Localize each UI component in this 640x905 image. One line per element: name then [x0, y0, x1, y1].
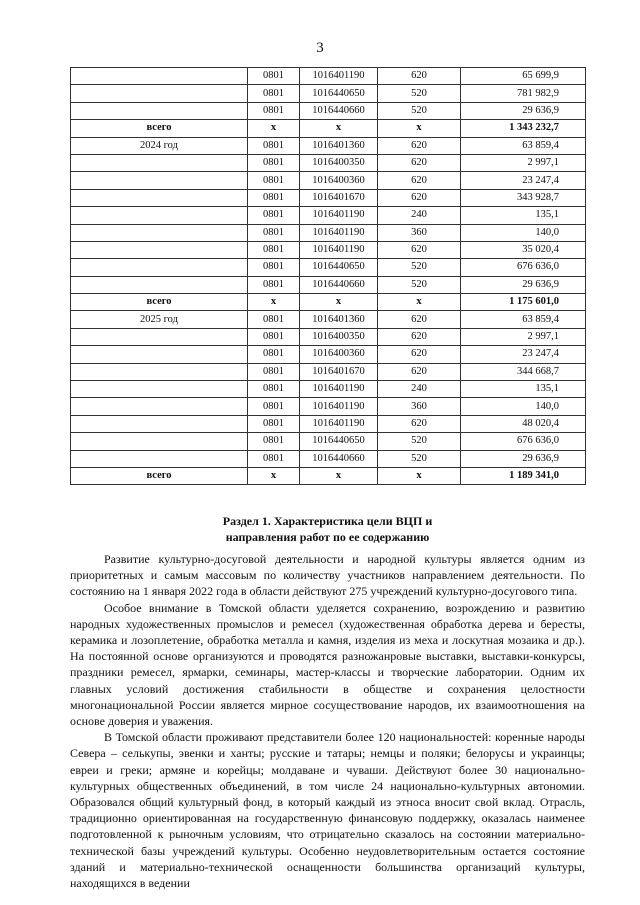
row-label-cell [71, 398, 248, 415]
amount-cell: 135,1 [461, 381, 586, 398]
expense-type-cell: 520 [378, 102, 461, 119]
target-code-cell: 1016401190 [300, 381, 378, 398]
row-label-cell [71, 363, 248, 380]
row-label-cell [71, 189, 248, 206]
table-row [71, 224, 586, 241]
expense-type-cell: 360 [378, 224, 461, 241]
row-label-cell [71, 450, 248, 467]
expense-type-cell: 520 [378, 433, 461, 450]
row-label-cell [71, 172, 248, 189]
table-row [71, 207, 586, 224]
section-code-cell: 0801 [248, 172, 300, 189]
row-label-cell [71, 85, 248, 102]
section-code-cell: 0801 [248, 154, 300, 171]
expense-type-cell: 520 [378, 85, 461, 102]
amount-cell: 48 020,4 [461, 415, 586, 432]
section-code-cell: 0801 [248, 311, 300, 328]
row-label-cell: 2025 год [71, 311, 248, 328]
row-label-cell [71, 433, 248, 450]
row-label-cell: всего [71, 467, 248, 484]
table-row [71, 276, 586, 293]
paragraph: Особое внимание в Томской области уделяется сохранению, возрождению и развитию народных художественных промыслов и ремесел (художественная обработка дерева и бересты, керамика и лозоплетение, обработка металла и камня, изделия из меха и лоскутная мозаика и др.). На постоянной основе организуются и проводятся разножанровые выставки, выставки-конкурсы, праздники ремесел, ярмарки, семинары, мастер-классы и творческие лаборатории. Одним их главных условий достижения стабильности в обществе и сохранения целостности многонациональной России является мирное сосуществование народов, их взаимоотношения на основе доверия и уважения. [70, 600, 585, 729]
amount-cell: 23 247,4 [461, 172, 586, 189]
target-code-cell: 1016401670 [300, 363, 378, 380]
table-total-row [71, 120, 586, 137]
expense-type-cell: 620 [378, 68, 461, 85]
amount-cell: 29 636,9 [461, 102, 586, 119]
table-row [71, 450, 586, 467]
row-label-cell: всего [71, 120, 248, 137]
target-code-cell: 1016401190 [300, 68, 378, 85]
section-code-cell: 0801 [248, 102, 300, 119]
target-code-cell: 1016401670 [300, 189, 378, 206]
section-code-cell: 0801 [248, 85, 300, 102]
row-label-cell [71, 415, 248, 432]
amount-cell: 2 997,1 [461, 328, 586, 345]
target-code-cell: x [300, 467, 378, 484]
target-code-cell: 1016440660 [300, 102, 378, 119]
target-code-cell: 1016440650 [300, 259, 378, 276]
target-code-cell: 1016401190 [300, 224, 378, 241]
amount-cell: 2 997,1 [461, 154, 586, 171]
section-code-cell: 0801 [248, 68, 300, 85]
target-code-cell: 1016401190 [300, 241, 378, 258]
amount-cell: 781 982,9 [461, 85, 586, 102]
section-title [70, 513, 585, 545]
expense-type-cell: 240 [378, 207, 461, 224]
section-code-cell: 0801 [248, 241, 300, 258]
paragraph: Развитие культурно-досуговой деятельности и народной культуры является одним из приоритетных и самым массовым по количеству участников направлением деятельности. По состоянию на 1 января 2022 года в области действуют 275 учреждений культурно-досугового типа. [70, 552, 585, 599]
expense-type-cell: 240 [378, 381, 461, 398]
target-code-cell: 1016440660 [300, 450, 378, 467]
amount-cell: 135,1 [461, 207, 586, 224]
expense-type-cell: 620 [378, 346, 461, 363]
target-code-cell: 1016440650 [300, 85, 378, 102]
section-code-cell: 0801 [248, 398, 300, 415]
table-total-row [71, 467, 586, 484]
amount-cell: 676 636,0 [461, 259, 586, 276]
expense-type-cell: x [378, 467, 461, 484]
row-label-cell [71, 102, 248, 119]
amount-cell: 1 343 232,7 [461, 120, 586, 137]
row-label-cell [71, 207, 248, 224]
body-text [70, 551, 585, 891]
table-row [71, 189, 586, 206]
section-code-cell: 0801 [248, 276, 300, 293]
expense-type-cell: 620 [378, 241, 461, 258]
expense-type-cell: 520 [378, 259, 461, 276]
amount-cell: 140,0 [461, 224, 586, 241]
amount-cell: 35 020,4 [461, 241, 586, 258]
table-row [71, 415, 586, 432]
amount-cell: 63 859,4 [461, 137, 586, 154]
target-code-cell: 1016400350 [300, 328, 378, 345]
table-row [71, 259, 586, 276]
row-label-cell [71, 68, 248, 85]
table-row [71, 363, 586, 380]
section-code-cell: 0801 [248, 363, 300, 380]
section-code-cell: 0801 [248, 450, 300, 467]
target-code-cell: 1016440650 [300, 433, 378, 450]
table-row [71, 102, 586, 119]
section-code-cell: 0801 [248, 415, 300, 432]
expense-type-cell: 520 [378, 276, 461, 293]
amount-cell: 29 636,9 [461, 450, 586, 467]
table-row [71, 172, 586, 189]
row-label-cell [71, 241, 248, 258]
table-row [71, 85, 586, 102]
target-code-cell: x [300, 120, 378, 137]
expense-type-cell: 620 [378, 172, 461, 189]
section-code-cell: x [248, 294, 300, 311]
table-row [71, 154, 586, 171]
section-title-line-1: Раздел 1. Характеристика цели ВЦП и [222, 514, 433, 528]
target-code-cell: 1016400360 [300, 346, 378, 363]
section-title-line-2: направления работ по ее содержанию [225, 530, 430, 544]
page-number: 3 [316, 40, 324, 56]
section-code-cell: x [248, 467, 300, 484]
target-code-cell: 1016401360 [300, 137, 378, 154]
amount-cell: 29 636,9 [461, 276, 586, 293]
section-code-cell: 0801 [248, 328, 300, 345]
section-code-cell: 0801 [248, 259, 300, 276]
target-code-cell: 1016440660 [300, 276, 378, 293]
section-code-cell: 0801 [248, 381, 300, 398]
table-row [71, 68, 586, 85]
expense-type-cell: 620 [378, 154, 461, 171]
table-row [71, 137, 586, 154]
target-code-cell: 1016401360 [300, 311, 378, 328]
expense-type-cell: 620 [378, 137, 461, 154]
table-row [71, 328, 586, 345]
amount-cell: 1 175 601,0 [461, 294, 586, 311]
table-row [71, 311, 586, 328]
section-code-cell: 0801 [248, 433, 300, 450]
expense-type-cell: 620 [378, 363, 461, 380]
row-label-cell [71, 154, 248, 171]
table-row [71, 433, 586, 450]
row-label-cell [71, 276, 248, 293]
expense-type-cell: 620 [378, 311, 461, 328]
row-label-cell: всего [71, 294, 248, 311]
amount-cell: 676 636,0 [461, 433, 586, 450]
amount-cell: 23 247,4 [461, 346, 586, 363]
row-label-cell [71, 224, 248, 241]
target-code-cell: 1016400360 [300, 172, 378, 189]
expense-type-cell: x [378, 294, 461, 311]
amount-cell: 344 668,7 [461, 363, 586, 380]
target-code-cell: 1016401190 [300, 415, 378, 432]
row-label-cell [71, 259, 248, 276]
table-row [71, 398, 586, 415]
paragraph: В Томской области проживают представители более 120 национальностей: коренные народы Севера – селькупы, эвенки и ханты; русские и татары; немцы и поляки; белорусы и украинцы; евреи и греки; армяне и корейцы; молдаване и чуваши. Действуют более 30 национально-культурных общественных объединений, в том числе 24 национально-культурных автономии. Образовался общий культурный фонд, в который каждый из этноса вносит свой вклад. Отрасль, традиционно ориентированная на государственную финансовую поддержку, оказалась наименее подготовленной к рыночным условиям, что отрицательно сказалось на состоянии материально-технической базы учреждений культуры. Особенно неудовлетворительным остается состояние зданий и материально-технической оснащенности большинства организаций культуры, находящихся в ведении [70, 730, 585, 891]
budget-table [70, 67, 586, 485]
section-code-cell: 0801 [248, 137, 300, 154]
expense-type-cell: 620 [378, 415, 461, 432]
table-row [71, 346, 586, 363]
budget-table-body [71, 68, 586, 485]
target-code-cell: x [300, 294, 378, 311]
section-code-cell: 0801 [248, 346, 300, 363]
expense-type-cell: x [378, 120, 461, 137]
amount-cell: 63 859,4 [461, 311, 586, 328]
amount-cell: 140,0 [461, 398, 586, 415]
target-code-cell: 1016400350 [300, 154, 378, 171]
expense-type-cell: 520 [378, 450, 461, 467]
amount-cell: 1 189 341,0 [461, 467, 586, 484]
expense-type-cell: 620 [378, 328, 461, 345]
row-label-cell: 2024 год [71, 137, 248, 154]
row-label-cell [71, 328, 248, 345]
row-label-cell [71, 381, 248, 398]
section-code-cell: 0801 [248, 207, 300, 224]
table-row [71, 381, 586, 398]
section-code-cell: 0801 [248, 224, 300, 241]
expense-type-cell: 620 [378, 189, 461, 206]
table-row [71, 241, 586, 258]
target-code-cell: 1016401190 [300, 207, 378, 224]
section-code-cell: x [248, 120, 300, 137]
row-label-cell [71, 346, 248, 363]
expense-type-cell: 360 [378, 398, 461, 415]
section-code-cell: 0801 [248, 189, 300, 206]
table-total-row [71, 294, 586, 311]
target-code-cell: 1016401190 [300, 398, 378, 415]
amount-cell: 65 699,9 [461, 68, 586, 85]
amount-cell: 343 928,7 [461, 189, 586, 206]
